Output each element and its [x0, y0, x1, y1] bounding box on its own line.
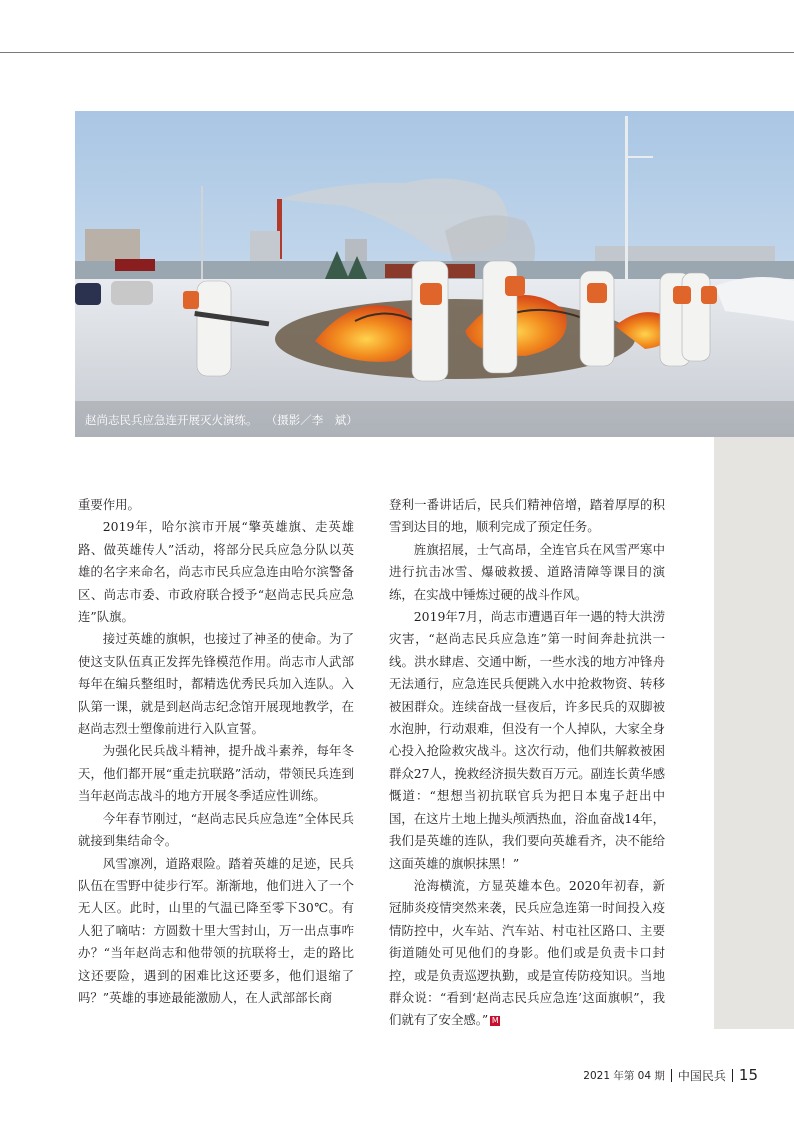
paragraph: 接过英雄的旗帜，也接过了神圣的使命。为了使这支队伍真正发挥先锋模范作用。尚志市人武部每年在编兵整组时，都精选优秀民兵加入连队。入队第一课，就是到赵尚志纪念馆开展现地教学，在赵尚志烈士塑像前进行入队宣誓。: [78, 631, 354, 737]
article-column-right: [389, 494, 665, 1032]
firefighting-drill-image: [75, 111, 794, 437]
paragraph: 风雪凛冽，道路艰险。踏着英雄的足迹，民兵队伍在雪野中徒步行军。渐渐地，他们进入了一个无人区。此时，山里的气温已降至零下30℃。有人犯了嘀咕：方圆数十里大雪封山，万一出点事咋办？“当年赵尚志和他带领的抗联将士，走的路比这还要险，遇到的困难比这还要多，他们退缩了吗？”英雄的事迹最能激励人，在人武部部长商: [78, 855, 354, 1005]
footer-divider: [671, 1069, 672, 1082]
paragraph: 旌旗招展，士气高昂，全连官兵在风雪严寒中进行抗击冰雪、爆破救援、道路清障等课目的演练，在实战中锤炼过硬的战斗作风。: [389, 541, 665, 602]
caption-text: 赵尚志民兵应急连开展灭火演练。: [85, 413, 258, 427]
article-column-left: [78, 494, 354, 1009]
magazine-name: 中国民兵: [677, 1068, 726, 1083]
paragraph-text: 沧海横流，方显英雄本色。2020年初春，新冠肺炎疫情突然来袭，民兵应急连第一时间投入疫情防控中，火车站、汽车站、村屯社区路口、主要街道随处可见他们的身影。他们或是负责卡口封控，或是负责巡逻执勤，或是宣传防疫知识。当地群众说：“看到‘赵尚志民兵应急连’这面旗帜”，我们就有了安全感。”: [389, 877, 665, 1028]
paragraph: 2019年7月，尚志市遭遇百年一遇的特大洪涝灾害，“赵尚志民兵应急连”第一时间奔赴抗洪一线。洪水肆虐、交通中断，一些水浅的地方冲锋舟无法通行，应急连民兵便跳入水中抢救物资、转移被困群众。连续奋战一昼夜后，许多民兵的双脚被水泡肿，行动艰难，但没有一个人掉队，大家全身心投入抢险救灾战斗。这次行动，他们共解救被困群众27人，挽救经济损失数百万元。副连长黄华感慨道：“想想当初抗联官兵为把日本鬼子赶出中国，在这片土地上抛头颅洒热血，浴血奋战14年，我们是英雄的连队，我们要向英雄看齐，决不能给这面英雄的旗帜抹黑！”: [389, 609, 665, 871]
photo-credit: （摄影／李 斌）: [271, 413, 358, 427]
issue-label: 2021 年第 04 期: [583, 1069, 665, 1082]
photo-caption: [85, 412, 358, 428]
paragraph: 重要作用。: [78, 497, 140, 512]
paragraph: 2019年，哈尔滨市开展“擎英雄旗、走英雄路、做英雄传人”活动，将部分民兵应急分队以英雄的名字来命名，尚志市民兵应急连由哈尔滨警备区、尚志市委、市政府联合授予“赵尚志民兵应急连”队旗。: [78, 519, 354, 625]
page-number: 15: [738, 1066, 758, 1084]
page-footer: [583, 1066, 758, 1084]
footer-divider: [732, 1069, 733, 1082]
header-rule: [0, 52, 794, 53]
paragraph: 登利一番讲话后，民兵们精神倍增，踏着厚厚的积雪到达目的地，顺利完成了预定任务。: [389, 497, 665, 535]
side-decoration-block: [714, 437, 794, 1029]
paragraph: 今年春节刚过，“赵尚志民兵应急连”全体民兵就接到集结命令。: [78, 810, 354, 849]
paragraph-final: [389, 875, 665, 1032]
article-photo: [75, 111, 794, 437]
end-mark-icon: M: [491, 1015, 499, 1025]
paragraph: 为强化民兵战斗精神，提升战斗素养，每年冬天，他们都开展“重走抗联路”活动，带领民兵连到当年赵尚志战斗的地方开展冬季适应性训练。: [78, 743, 354, 804]
